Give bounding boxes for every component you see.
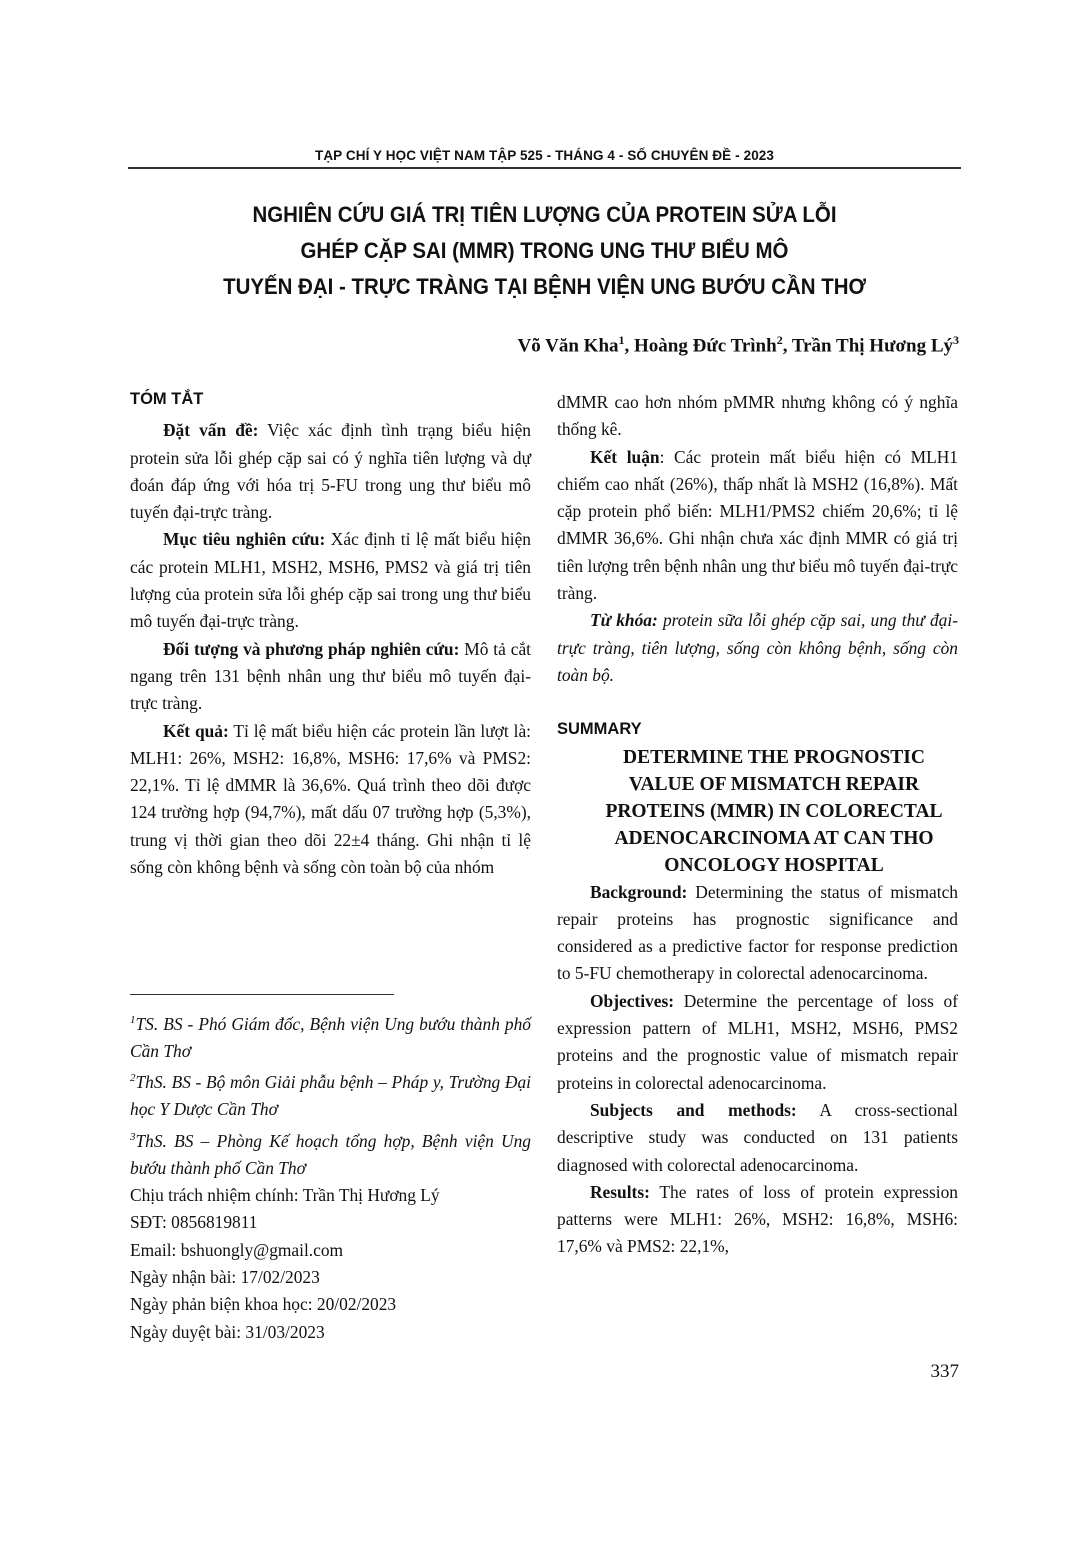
paragraph-label: Mục tiêu nghiên cứu: bbox=[163, 529, 326, 550]
author-name: Võ Văn Kha bbox=[517, 335, 619, 357]
paragraph-label: Objectives: bbox=[590, 990, 675, 1011]
authors bbox=[518, 333, 960, 357]
section-heading: TÓM TẮT bbox=[130, 390, 204, 408]
affiliation-note bbox=[130, 1065, 531, 1123]
paragraph-text: A cross-sectional descriptive study was conducted on 131 patients diagnosed with colorectal adenocarcinoma. bbox=[557, 1099, 958, 1175]
date-received: Ngày nhận bài: 17/02/2023 bbox=[130, 1267, 320, 1288]
title-line: DETERMINE THE PROGNOSTIC bbox=[623, 746, 925, 768]
title-line: ADENOCARCINOMA AT CAN THO bbox=[614, 827, 934, 849]
abstract-paragraph bbox=[130, 636, 531, 718]
paragraph-text: Mô tả cắt ngang trên 131 bệnh nhân ung thư biểu mô tuyến đại-trực tràng. bbox=[130, 638, 532, 714]
footnote-marker: 1 bbox=[130, 1014, 136, 1026]
author-name: Trần Thị Hương Lý bbox=[791, 335, 953, 357]
title-line: ONCOLOGY HOSPITAL bbox=[664, 854, 884, 876]
author-name: Hoàng Đức Trình bbox=[634, 335, 777, 357]
paragraph-label: Subjects and methods: bbox=[590, 1099, 797, 1120]
footnotes bbox=[130, 1007, 531, 1346]
email: Email: bshuongly@gmail.com bbox=[130, 1239, 344, 1260]
article-title bbox=[157, 197, 932, 305]
affiliation-note bbox=[130, 1007, 531, 1065]
title-line: VALUE OF MISMATCH REPAIR bbox=[628, 773, 920, 795]
paragraph-text: Việc xác định tình trạng biểu hiện protein sửa lỗi ghép cặp sai có ý nghĩa tiên lượng và dự đoán đáp ứng với hóa trị 5-FU trong ung thư biểu mô tuyến đại-trực tràng. bbox=[130, 420, 531, 523]
footnote-marker: 3 bbox=[130, 1130, 136, 1143]
paragraph-label: Background: bbox=[590, 881, 688, 902]
title-line: PROTEINS (MMR) IN COLORECTAL bbox=[605, 800, 943, 822]
author-affiliation: 1 bbox=[618, 333, 625, 347]
author-affiliation: 2 bbox=[776, 333, 783, 347]
footnote-text: ThS. BS - Bộ môn Giải phẫu bệnh – Pháp y, Trường Đại học Y Dược Cần Thơ bbox=[130, 1072, 531, 1120]
keywords-paragraph bbox=[557, 607, 958, 689]
date-reviewed: Ngày phản biện khoa học: 20/02/2023 bbox=[130, 1294, 397, 1315]
author-affiliation: 3 bbox=[953, 333, 959, 347]
title-line: NGHIÊN CỨU GIÁ TRỊ TIÊN LƯỢNG CỦA PROTEIN SỬA LỖI bbox=[252, 202, 837, 227]
abstract-paragraph bbox=[130, 526, 531, 635]
paragraph-label: Kết luận bbox=[590, 446, 660, 467]
paragraph-text: Determining the status of mismatch repair proteins has prognostic significance and considered as a predictive factor for response prediction to 5-FU chemotherapy in colorectal adenocarcinoma. bbox=[557, 881, 958, 984]
date-accepted: Ngày duyệt bài: 31/03/2023 bbox=[130, 1321, 325, 1342]
summary-paragraph bbox=[557, 1179, 958, 1261]
english-title bbox=[557, 744, 958, 879]
paragraph-text: Determine the percentage of loss of expression pattern of MLH1, MSH2, MSH6, PMS2 proteins and the prognostic value of mismatch repair proteins in colorectal adenocarcinoma. bbox=[557, 990, 958, 1093]
abstract-paragraph bbox=[130, 417, 531, 526]
section-heading: SUMMARY bbox=[557, 720, 642, 739]
page-number: 337 bbox=[930, 1361, 959, 1382]
phone: SĐT: 0856819811 bbox=[130, 1212, 258, 1233]
corresponding-author: Chịu trách nhiệm chính: Trần Thị Hương Lý bbox=[130, 1185, 440, 1206]
paragraph-text: Xác định tỉ lệ mất biểu hiện các protein MLH1, MSH2, MSH6, PMS2 và giá trị tiên lượng của protein sửa lỗi ghép cặp sai trong ung thư biểu mô tuyến đại-trực tràng. bbox=[130, 529, 531, 632]
separator: , bbox=[782, 335, 792, 357]
abstract-continuation: dMMR cao hơn nhóm pMMR nhưng không có ý nghĩa thống kê. bbox=[557, 392, 958, 440]
footnote-rule bbox=[130, 994, 394, 995]
paragraph-text: : Các protein mất biểu hiện có MLH1 chiếm cao nhất (26%), thấp nhất là MSH2 (16,8%). Mất cặp protein phổ biến: MLH1/PMS2 chiếm 20,6%; tỉ lệ dMMR 36,6%. Ghi nhận chưa xác định MMR có giá trị tiên lượng trên bệnh nhân ung thư biểu mô tuyến đại-trực tràng. bbox=[557, 446, 958, 604]
conclusion-paragraph bbox=[557, 444, 958, 608]
header-rule bbox=[128, 167, 961, 169]
paragraph-text: The rates of loss of protein expression patterns were MLH1: 26%, MSH2: 16,8%, MSH6: 17,6% và PMS2: 22,1%, bbox=[557, 1181, 958, 1257]
affiliation-note bbox=[130, 1124, 531, 1182]
footnote-marker: 2 bbox=[130, 1072, 136, 1085]
paragraph-label: Đối tượng và phương pháp nghiên cứu: bbox=[163, 638, 460, 659]
paragraph-label: Results: bbox=[590, 1181, 650, 1202]
abstract-paragraph bbox=[130, 718, 531, 882]
footnote-text: TS. BS - Phó Giám đốc, Bệnh viện Ung bướu thành phố Cần Thơ bbox=[130, 1013, 531, 1062]
summary-paragraph bbox=[557, 1097, 958, 1179]
abstract-vietnamese bbox=[130, 386, 531, 881]
right-column bbox=[557, 389, 958, 1261]
paragraph-text: Tỉ lệ mất biểu hiện các protein lần lượt là: MLH1: 26%, MSH2: 16,8%, MSH6: 17,6% và PMS2: 22,1%. Tỉ lệ dMMR là 36,6%. Quá trình theo dõi được 124 trường hợp (94,7%), mất dấu 07 trường hợp (5,3%), trung vị thời gian theo dõi 22±4 tháng. Ghi nhận tỉ lệ sống còn không bệnh và sống còn toàn bộ của nhóm bbox=[130, 720, 531, 878]
separator: , bbox=[624, 335, 635, 357]
title-line: TUYẾN ĐẠI - TRỰC TRÀNG TẠI BỆNH VIỆN UNG BƯỚU CẦN THƠ bbox=[223, 274, 866, 299]
paragraph-label: Từ khóa: bbox=[590, 610, 658, 631]
paragraph-label: Kết quả: bbox=[163, 720, 229, 741]
paragraph-label: Đặt vấn đề: bbox=[163, 420, 259, 441]
journal-header: TẠP CHÍ Y HỌC VIỆT NAM TẬP 525 - THÁNG 4 - SỐ CHUYÊN ĐỀ - 2023 bbox=[314, 148, 775, 163]
title-line: GHÉP CẶP SAI (MMR) TRONG UNG THƯ BIỂU MÔ bbox=[300, 238, 789, 263]
keywords-text: protein sữa lỗi ghép cặp sai, ung thư đại-trực tràng, tiên lượng, sống còn không bệnh, sống còn toàn bộ. bbox=[557, 610, 958, 685]
footnote-text: ThS. BS – Phòng Kế hoạch tổng hợp, Bệnh viện Ung bướu thành phố Cần Thơ bbox=[130, 1130, 531, 1178]
summary-paragraph bbox=[557, 879, 958, 988]
summary-paragraph bbox=[557, 988, 958, 1097]
